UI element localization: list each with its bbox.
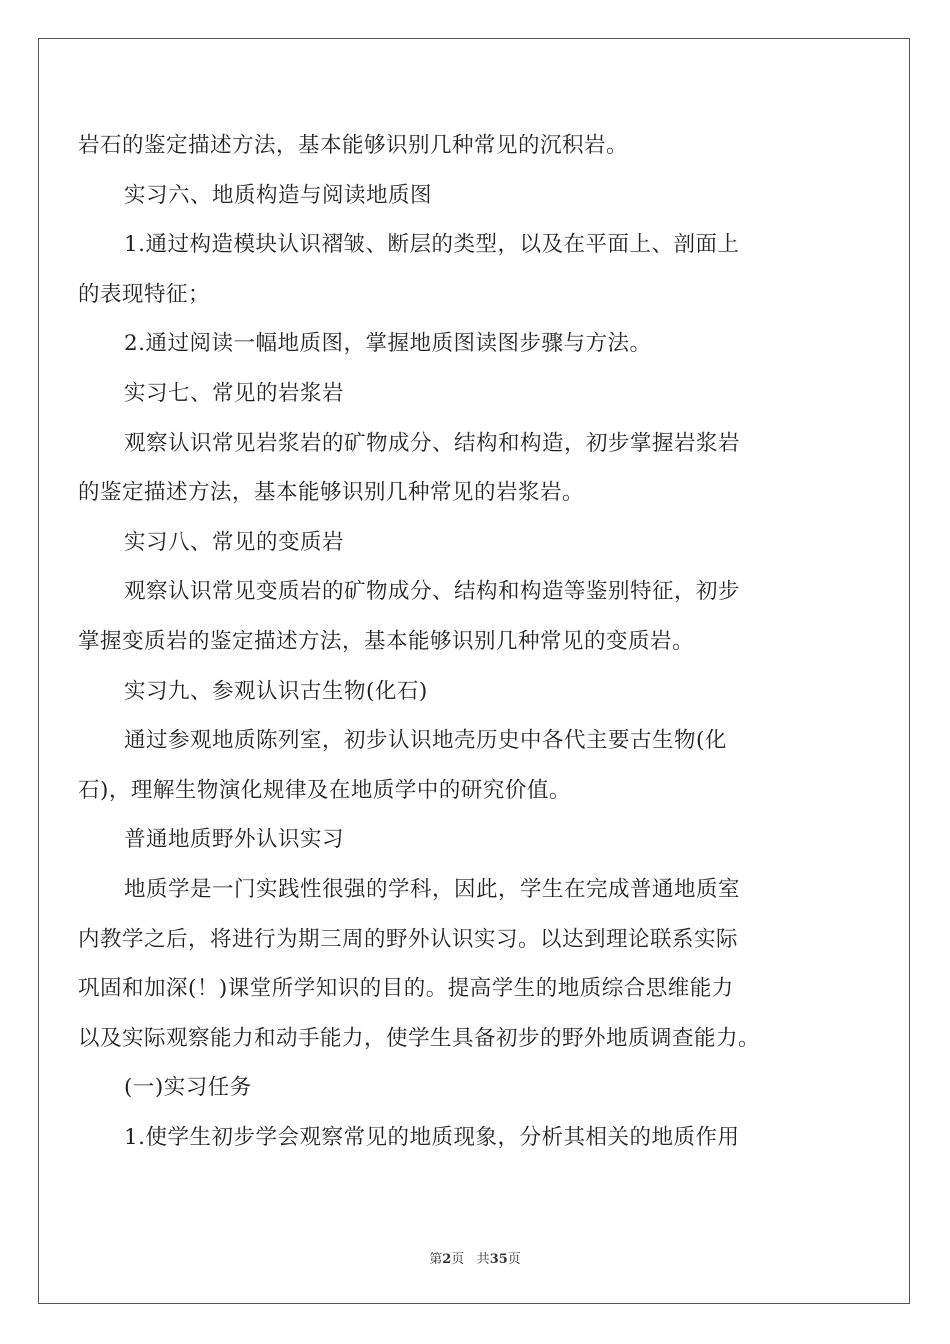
- page-prefix: 第: [429, 1252, 443, 1267]
- text-line: 地质学是一门实践性很强的学科，因此，学生在完成普通地质室: [124, 876, 741, 902]
- document-body: [78, 121, 838, 1162]
- text-line: 内教学之后，将进行为期三周的野外认识实习。以达到理论联系实际: [78, 926, 739, 952]
- text-line: 的表现特征；: [78, 281, 211, 307]
- text-line: 2.通过阅读一幅地质图，掌握地质图读图步骤与方法。: [124, 331, 652, 357]
- text-line: 观察认识常见变质岩的矿物成分、结构和构造等鉴别特征，初步: [124, 579, 741, 605]
- text-line: 巩固和加深(！)课堂所学知识的目的。提高学生的地质综合思维能力: [78, 976, 734, 1002]
- total-suffix: 页: [507, 1252, 521, 1267]
- text-line: 通过参观地质陈列室，初步认识地壳历史中各代主要古生物(化: [124, 728, 727, 754]
- page-suffix: 页: [451, 1252, 465, 1267]
- text-line: 的鉴定描述方法，基本能够识别几种常见的岩浆岩。: [78, 480, 585, 506]
- text-line: 石)，理解生物演化规律及在地质学中的研究价值。: [78, 777, 571, 803]
- text-line: 1.通过构造模块认识褶皱、断层的类型，以及在平面上、剖面上: [124, 232, 740, 258]
- text-line: 掌握变质岩的鉴定描述方法，基本能够识别几种常见的变质岩。: [78, 628, 695, 654]
- section-heading: 普通地质野外认识实习: [124, 827, 345, 853]
- total-prefix: 共: [476, 1252, 490, 1267]
- section-heading: 实习六、地质构造与阅读地质图: [124, 182, 433, 208]
- text-line: 以及实际观察能力和动手能力，使学生具备初步的野外地质调查能力。: [78, 1025, 761, 1051]
- section-heading: 实习九、参观认识古生物(化石): [124, 678, 428, 704]
- total-pages: 35: [489, 1252, 508, 1267]
- text-line: 1.使学生初步学会观察常见的地质现象，分析其相关的地质作用: [124, 1124, 740, 1150]
- text-line: 岩石的鉴定描述方法，基本能够识别几种常见的沉积岩。: [78, 133, 629, 158]
- section-heading: (一)实习任务: [124, 1075, 252, 1101]
- text-line: 观察认识常见岩浆岩的矿物成分、结构和构造，初步掌握岩浆岩: [124, 430, 741, 456]
- page-footer: [0, 1248, 950, 1267]
- section-heading: 实习七、常见的岩浆岩: [124, 380, 345, 406]
- page-number: 2: [442, 1252, 452, 1267]
- section-heading: 实习八、常见的变质岩: [124, 529, 345, 555]
